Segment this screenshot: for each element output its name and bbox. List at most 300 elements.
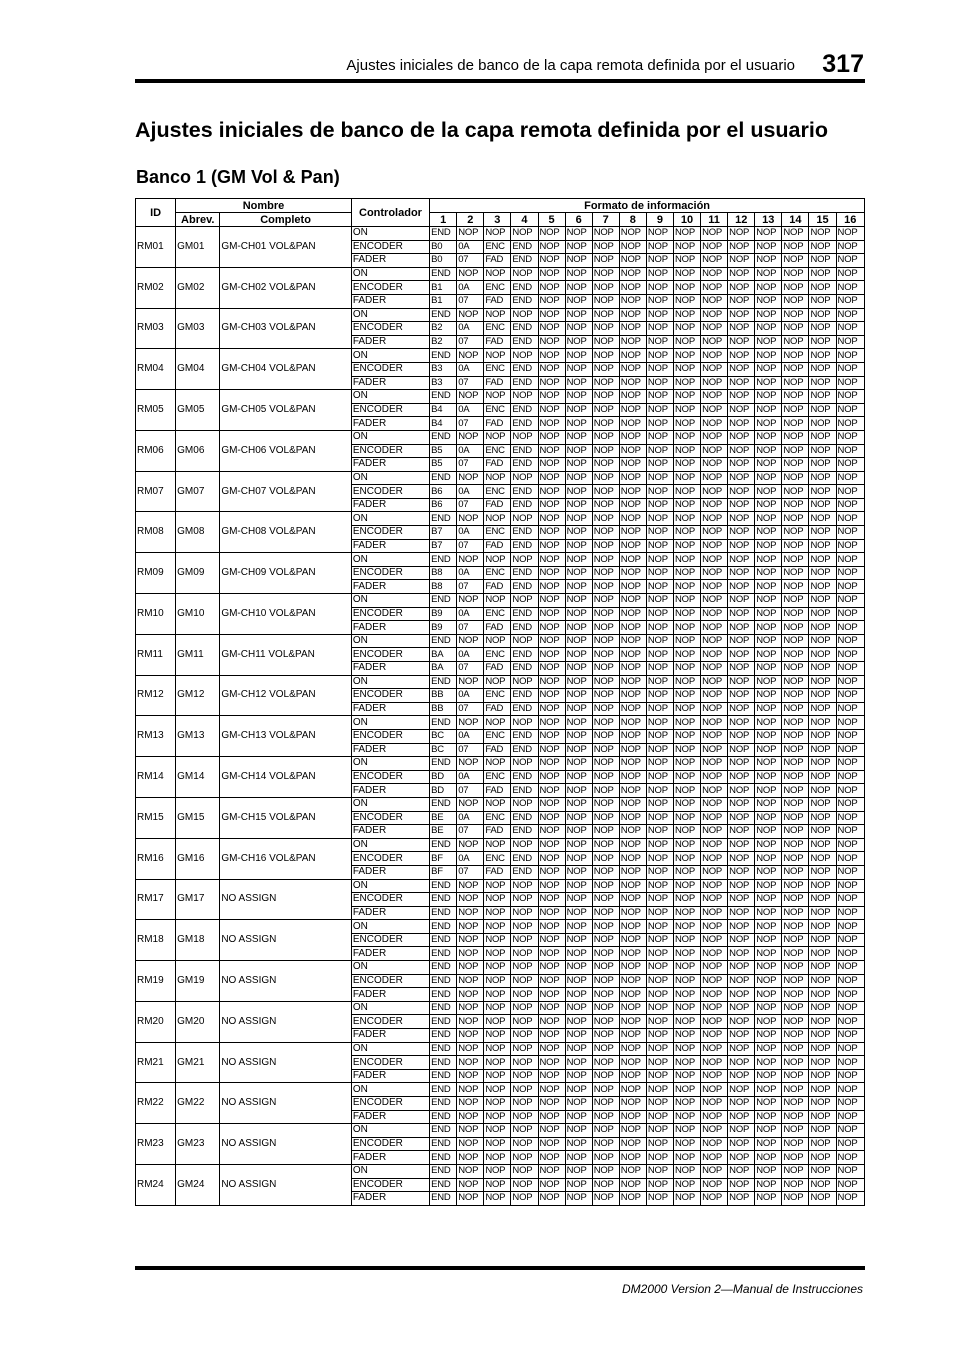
format-cell: NOP xyxy=(565,770,592,784)
format-cell: END xyxy=(511,335,538,349)
format-cell: NOP xyxy=(592,403,619,417)
format-cell: NOP xyxy=(755,634,782,648)
format-cell: NOP xyxy=(592,390,619,404)
format-cell: NOP xyxy=(457,308,484,322)
format-cell: NOP xyxy=(782,662,809,676)
format-cell: NOP xyxy=(484,1097,511,1111)
format-cell: NOP xyxy=(484,430,511,444)
format-cell: END xyxy=(511,852,538,866)
format-cell: NOP xyxy=(646,471,673,485)
format-cell: NOP xyxy=(619,1178,646,1192)
row-controller: ON xyxy=(351,716,429,730)
format-cell: NOP xyxy=(565,634,592,648)
format-cell: NOP xyxy=(728,1137,755,1151)
format-cell: NOP xyxy=(836,322,864,336)
format-cell: NOP xyxy=(701,974,728,988)
format-cell: END xyxy=(511,362,538,376)
format-cell: NOP xyxy=(782,294,809,308)
format-cell: NOP xyxy=(565,797,592,811)
format-cell: NOP xyxy=(809,689,836,703)
row-controller: FADER xyxy=(351,294,429,308)
format-cell: NOP xyxy=(619,743,646,757)
format-cell: NOP xyxy=(457,974,484,988)
format-cell: NOP xyxy=(782,566,809,580)
row-controller: ENCODER xyxy=(351,403,429,417)
format-cell: NOP xyxy=(646,974,673,988)
format-cell: NOP xyxy=(592,498,619,512)
format-cell: NOP xyxy=(646,607,673,621)
format-cell: NOP xyxy=(809,716,836,730)
format-cell: NOP xyxy=(809,512,836,526)
format-cell: NOP xyxy=(538,893,565,907)
row-id: RM12 xyxy=(136,675,176,716)
row-id: RM08 xyxy=(136,512,176,553)
format-cell: NOP xyxy=(782,675,809,689)
format-cell: NOP xyxy=(836,1083,864,1097)
format-cell: NOP xyxy=(836,594,864,608)
format-cell: NOP xyxy=(809,1015,836,1029)
format-cell: NOP xyxy=(511,512,538,526)
format-cell: NOP xyxy=(809,893,836,907)
format-cell: NOP xyxy=(565,349,592,363)
format-cell: NOP xyxy=(673,1178,700,1192)
format-cell: NOP xyxy=(673,539,700,553)
format-cell: NOP xyxy=(565,553,592,567)
format-cell: 07 xyxy=(457,702,484,716)
format-cell: NOP xyxy=(538,227,565,241)
format-cell: NOP xyxy=(619,838,646,852)
row-controller: ON xyxy=(351,594,429,608)
row-full-name: NO ASSIGN xyxy=(220,879,352,920)
format-cell: BD xyxy=(430,770,457,784)
format-cell: NOP xyxy=(809,784,836,798)
header-column-16: 16 xyxy=(836,213,864,227)
row-controller: ON xyxy=(351,634,429,648)
format-cell: NOP xyxy=(646,988,673,1002)
format-cell: NOP xyxy=(565,689,592,703)
format-cell: NOP xyxy=(728,322,755,336)
format-cell: NOP xyxy=(646,689,673,703)
format-cell: NOP xyxy=(484,1192,511,1206)
format-cell: NOP xyxy=(809,607,836,621)
format-cell: NOP xyxy=(538,417,565,431)
format-cell: NOP xyxy=(457,267,484,281)
format-cell: B0 xyxy=(430,254,457,268)
format-cell: NOP xyxy=(809,227,836,241)
row-controller: ENCODER xyxy=(351,852,429,866)
format-cell: NOP xyxy=(619,988,646,1002)
format-cell: NOP xyxy=(809,1137,836,1151)
format-cell: NOP xyxy=(457,349,484,363)
format-cell: NOP xyxy=(836,566,864,580)
header-id: ID xyxy=(136,199,176,227)
format-cell: NOP xyxy=(619,390,646,404)
row-id: RM16 xyxy=(136,838,176,879)
format-cell: NOP xyxy=(565,458,592,472)
format-cell: NOP xyxy=(701,254,728,268)
format-cell: NOP xyxy=(673,308,700,322)
format-cell: FAD xyxy=(484,254,511,268)
row-controller: ON xyxy=(351,267,429,281)
format-cell: NOP xyxy=(538,498,565,512)
format-cell: ENC xyxy=(484,526,511,540)
format-cell: FAD xyxy=(484,539,511,553)
format-cell: NOP xyxy=(755,906,782,920)
format-cell: NOP xyxy=(565,1056,592,1070)
format-cell: NOP xyxy=(701,1192,728,1206)
format-cell: NOP xyxy=(728,961,755,975)
format-cell: NOP xyxy=(755,580,782,594)
format-cell: NOP xyxy=(592,838,619,852)
format-cell: NOP xyxy=(619,362,646,376)
format-cell: NOP xyxy=(565,498,592,512)
header-format-group: Formato de información xyxy=(430,199,865,213)
format-cell: NOP xyxy=(619,254,646,268)
format-cell: NOP xyxy=(619,471,646,485)
format-cell: NOP xyxy=(836,906,864,920)
format-cell: NOP xyxy=(592,906,619,920)
row-controller: FADER xyxy=(351,1192,429,1206)
format-cell: NOP xyxy=(565,757,592,771)
header-column-15: 15 xyxy=(809,213,836,227)
format-cell: NOP xyxy=(728,526,755,540)
row-controller: FADER xyxy=(351,1029,429,1043)
header-name-group: Nombre xyxy=(176,199,352,213)
format-cell: NOP xyxy=(538,349,565,363)
format-cell: NOP xyxy=(619,403,646,417)
format-cell: NOP xyxy=(565,811,592,825)
format-cell: NOP xyxy=(646,1137,673,1151)
row-controller: FADER xyxy=(351,865,429,879)
format-cell: NOP xyxy=(565,417,592,431)
format-cell: NOP xyxy=(836,757,864,771)
format-cell: NOP xyxy=(619,933,646,947)
format-cell: NOP xyxy=(673,227,700,241)
format-cell: NOP xyxy=(592,702,619,716)
format-cell: END xyxy=(430,1137,457,1151)
format-cell: FAD xyxy=(484,702,511,716)
format-cell: NOP xyxy=(592,879,619,893)
format-cell: END xyxy=(511,865,538,879)
format-cell: NOP xyxy=(728,621,755,635)
format-cell: NOP xyxy=(728,1164,755,1178)
format-cell: NOP xyxy=(484,390,511,404)
format-cell: NOP xyxy=(809,974,836,988)
format-cell: NOP xyxy=(565,1137,592,1151)
format-cell: NOP xyxy=(592,770,619,784)
format-cell: NOP xyxy=(619,1083,646,1097)
format-cell: NOP xyxy=(701,838,728,852)
format-cell: NOP xyxy=(484,797,511,811)
format-cell: B1 xyxy=(430,281,457,295)
table-row xyxy=(136,430,865,444)
format-cell: NOP xyxy=(782,933,809,947)
row-full-name: GM-CH09 VOL&PAN xyxy=(220,553,352,594)
format-cell: NOP xyxy=(511,1029,538,1043)
format-cell: NOP xyxy=(728,1069,755,1083)
format-cell: NOP xyxy=(646,879,673,893)
format-cell: NOP xyxy=(538,1056,565,1070)
format-cell: NOP xyxy=(673,797,700,811)
format-cell: NOP xyxy=(484,1015,511,1029)
format-cell: NOP xyxy=(701,430,728,444)
format-cell: NOP xyxy=(484,1178,511,1192)
format-cell: NOP xyxy=(619,485,646,499)
format-cell: NOP xyxy=(538,838,565,852)
format-cell: NOP xyxy=(592,512,619,526)
format-cell: NOP xyxy=(646,825,673,839)
format-cell: NOP xyxy=(673,648,700,662)
format-cell: NOP xyxy=(673,811,700,825)
format-cell: NOP xyxy=(755,1097,782,1111)
format-cell: NOP xyxy=(646,267,673,281)
format-cell: NOP xyxy=(565,580,592,594)
format-cell: END xyxy=(511,770,538,784)
format-cell: NOP xyxy=(701,526,728,540)
format-cell: NOP xyxy=(728,920,755,934)
format-cell: NOP xyxy=(755,566,782,580)
row-id: RM24 xyxy=(136,1164,176,1205)
format-cell: NOP xyxy=(646,757,673,771)
format-cell: END xyxy=(430,716,457,730)
format-cell: NOP xyxy=(836,1192,864,1206)
format-cell: NOP xyxy=(809,553,836,567)
format-cell: NOP xyxy=(484,1151,511,1165)
format-cell: NOP xyxy=(592,1178,619,1192)
table-row xyxy=(136,308,865,322)
format-cell: NOP xyxy=(484,933,511,947)
format-cell: NOP xyxy=(836,716,864,730)
format-cell: NOP xyxy=(755,498,782,512)
format-cell: NOP xyxy=(538,362,565,376)
format-cell: NOP xyxy=(457,471,484,485)
format-cell: NOP xyxy=(755,729,782,743)
format-cell: NOP xyxy=(809,770,836,784)
format-cell: FAD xyxy=(484,294,511,308)
format-cell: NOP xyxy=(457,675,484,689)
format-cell: NOP xyxy=(592,444,619,458)
format-cell: NOP xyxy=(619,322,646,336)
format-cell: NOP xyxy=(484,947,511,961)
row-controller: ON xyxy=(351,349,429,363)
format-cell: NOP xyxy=(809,1164,836,1178)
format-cell: NOP xyxy=(836,729,864,743)
format-cell: 07 xyxy=(457,417,484,431)
format-cell: NOP xyxy=(592,566,619,580)
format-cell: B0 xyxy=(430,240,457,254)
row-full-name: NO ASSIGN xyxy=(220,1083,352,1124)
format-cell: END xyxy=(430,797,457,811)
format-cell: NOP xyxy=(619,621,646,635)
format-cell: NOP xyxy=(619,376,646,390)
format-cell: NOP xyxy=(592,485,619,499)
format-cell: NOP xyxy=(728,729,755,743)
format-cell: FAD xyxy=(484,662,511,676)
format-cell: NOP xyxy=(673,825,700,839)
format-cell: NOP xyxy=(457,1110,484,1124)
format-cell: NOP xyxy=(511,1124,538,1138)
row-abbrev: GM05 xyxy=(176,390,220,431)
format-cell: NOP xyxy=(673,1015,700,1029)
format-cell: NOP xyxy=(619,349,646,363)
format-cell: NOP xyxy=(565,1192,592,1206)
format-cell: 07 xyxy=(457,580,484,594)
format-cell: NOP xyxy=(592,294,619,308)
format-cell: NOP xyxy=(565,512,592,526)
format-cell: NOP xyxy=(592,1137,619,1151)
row-full-name: NO ASSIGN xyxy=(220,1124,352,1165)
format-cell: NOP xyxy=(836,988,864,1002)
format-cell: NOP xyxy=(728,797,755,811)
format-cell: END xyxy=(511,621,538,635)
format-cell: NOP xyxy=(755,675,782,689)
format-cell: NOP xyxy=(782,1137,809,1151)
format-cell: NOP xyxy=(782,254,809,268)
format-cell: NOP xyxy=(484,594,511,608)
format-cell: NOP xyxy=(701,1137,728,1151)
format-cell: NOP xyxy=(755,1178,782,1192)
format-cell: NOP xyxy=(646,430,673,444)
row-full-name: GM-CH07 VOL&PAN xyxy=(220,471,352,512)
format-cell: NOP xyxy=(457,430,484,444)
format-cell: NOP xyxy=(836,784,864,798)
format-cell: NOP xyxy=(836,1056,864,1070)
format-cell: NOP xyxy=(836,662,864,676)
format-cell: NOP xyxy=(511,716,538,730)
format-cell: NOP xyxy=(511,390,538,404)
format-cell: NOP xyxy=(592,281,619,295)
format-cell: NOP xyxy=(538,797,565,811)
format-cell: NOP xyxy=(728,566,755,580)
format-cell: 07 xyxy=(457,539,484,553)
format-cell: NOP xyxy=(646,933,673,947)
format-cell: NOP xyxy=(457,988,484,1002)
header-column-4: 4 xyxy=(511,213,538,227)
format-cell: NOP xyxy=(619,662,646,676)
format-cell: FAD xyxy=(484,580,511,594)
row-abbrev: GM21 xyxy=(176,1042,220,1083)
format-cell: NOP xyxy=(592,865,619,879)
format-cell: NOP xyxy=(809,675,836,689)
format-cell: BB xyxy=(430,702,457,716)
row-id: RM02 xyxy=(136,267,176,308)
row-abbrev: GM15 xyxy=(176,797,220,838)
format-cell: NOP xyxy=(836,961,864,975)
format-cell: NOP xyxy=(511,553,538,567)
format-cell: NOP xyxy=(592,458,619,472)
format-cell: BA xyxy=(430,648,457,662)
format-cell: NOP xyxy=(592,471,619,485)
format-cell: NOP xyxy=(619,240,646,254)
row-controller: ENCODER xyxy=(351,322,429,336)
format-cell: NOP xyxy=(592,634,619,648)
format-cell: NOP xyxy=(701,349,728,363)
format-cell: NOP xyxy=(457,961,484,975)
format-cell: NOP xyxy=(755,702,782,716)
format-cell: NOP xyxy=(673,1042,700,1056)
format-cell: NOP xyxy=(836,471,864,485)
row-controller: ENCODER xyxy=(351,770,429,784)
row-full-name: GM-CH10 VOL&PAN xyxy=(220,594,352,635)
format-cell: NOP xyxy=(619,702,646,716)
format-cell: NOP xyxy=(646,947,673,961)
format-cell: NOP xyxy=(782,716,809,730)
format-cell: NOP xyxy=(673,1192,700,1206)
format-cell: NOP xyxy=(701,1042,728,1056)
format-cell: NOP xyxy=(809,933,836,947)
format-cell: NOP xyxy=(457,594,484,608)
format-cell: NOP xyxy=(565,1151,592,1165)
row-id: RM11 xyxy=(136,634,176,675)
format-cell: NOP xyxy=(836,349,864,363)
format-cell: NOP xyxy=(728,702,755,716)
format-cell: END xyxy=(430,1001,457,1015)
format-cell: NOP xyxy=(511,1178,538,1192)
header-column-11: 11 xyxy=(701,213,728,227)
format-cell: NOP xyxy=(646,308,673,322)
header-column-9: 9 xyxy=(646,213,673,227)
row-abbrev: GM11 xyxy=(176,634,220,675)
format-cell: NOP xyxy=(592,267,619,281)
format-cell: NOP xyxy=(673,1083,700,1097)
format-cell: NOP xyxy=(755,403,782,417)
format-cell: NOP xyxy=(728,1192,755,1206)
format-cell: NOP xyxy=(511,675,538,689)
format-cell: NOP xyxy=(728,376,755,390)
format-cell: NOP xyxy=(538,553,565,567)
format-cell: NOP xyxy=(701,716,728,730)
format-cell: END xyxy=(511,417,538,431)
format-cell: NOP xyxy=(619,1164,646,1178)
format-cell: NOP xyxy=(836,417,864,431)
format-cell: NOP xyxy=(701,757,728,771)
format-cell: NOP xyxy=(728,1029,755,1043)
format-cell: END xyxy=(511,729,538,743)
format-cell: B4 xyxy=(430,403,457,417)
format-cell: 07 xyxy=(457,662,484,676)
format-cell: NOP xyxy=(565,607,592,621)
format-cell: NOP xyxy=(728,825,755,839)
format-cell: NOP xyxy=(538,403,565,417)
format-cell: NOP xyxy=(592,553,619,567)
format-cell: NOP xyxy=(728,553,755,567)
format-cell: NOP xyxy=(457,1001,484,1015)
table-row xyxy=(136,1164,865,1178)
format-cell: NOP xyxy=(484,1110,511,1124)
format-cell: NOP xyxy=(728,933,755,947)
format-cell: NOP xyxy=(673,757,700,771)
row-id: RM17 xyxy=(136,879,176,920)
format-cell: NOP xyxy=(592,1083,619,1097)
row-id: RM22 xyxy=(136,1083,176,1124)
format-cell: NOP xyxy=(538,1097,565,1111)
format-cell: NOP xyxy=(592,417,619,431)
format-cell: NOP xyxy=(592,689,619,703)
format-cell: ENC xyxy=(484,322,511,336)
format-cell: NOP xyxy=(782,920,809,934)
format-cell: NOP xyxy=(728,580,755,594)
row-controller: ENCODER xyxy=(351,974,429,988)
format-cell: 0A xyxy=(457,811,484,825)
format-cell: NOP xyxy=(565,988,592,1002)
format-cell: NOP xyxy=(809,811,836,825)
format-cell: NOP xyxy=(646,512,673,526)
format-cell: NOP xyxy=(457,512,484,526)
format-cell: NOP xyxy=(755,227,782,241)
format-cell: END xyxy=(430,757,457,771)
format-cell: NOP xyxy=(538,1042,565,1056)
format-cell: END xyxy=(511,254,538,268)
